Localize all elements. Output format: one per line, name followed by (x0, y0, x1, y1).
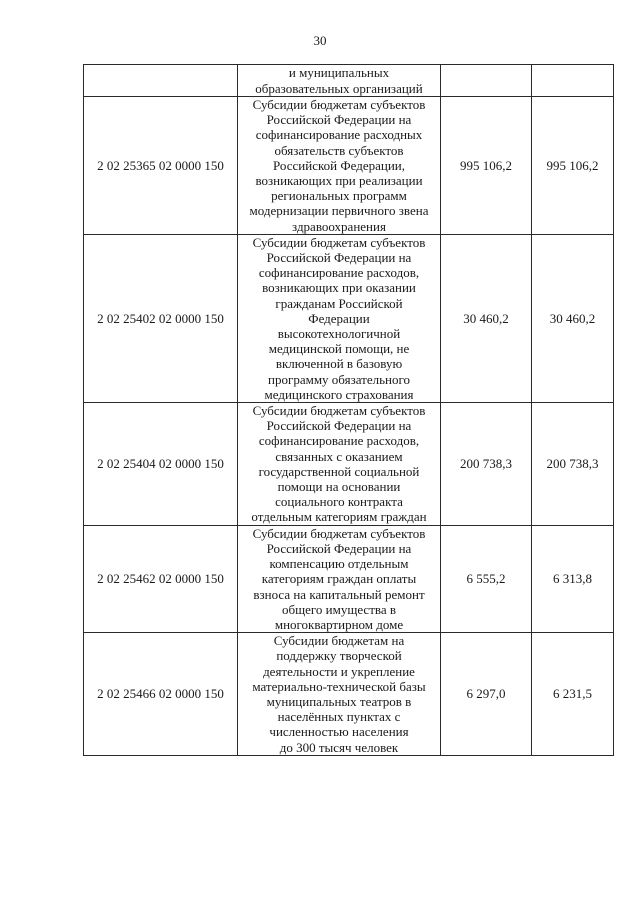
code-cell-empty (84, 65, 238, 97)
name-line: компенсацию отдельным (269, 556, 409, 572)
name-line: программу обязательного (268, 371, 410, 387)
budget-table (83, 64, 614, 756)
name-line: высокотехнологичной (277, 326, 401, 342)
continuation-row (84, 65, 614, 97)
table-row (84, 234, 614, 402)
name-line: государственной социальной (258, 463, 420, 479)
name-line: Российской Федерации, (273, 157, 405, 173)
description-cell (238, 97, 441, 235)
name-line: медицинской помощи, не (268, 341, 410, 357)
name-line: Субсидии бюджетам субъектов (252, 525, 426, 541)
amount-1-cell: 30 460,2 (441, 234, 532, 402)
name-line: взноса на капитальный ремонт (253, 586, 425, 602)
name-line: отдельным категориям граждан (251, 509, 427, 525)
name-line: Федерации (308, 310, 370, 326)
name-line: Российской Федерации на (266, 540, 412, 556)
table-row (84, 633, 614, 756)
value-1-cell-empty (441, 65, 532, 97)
name-line: численностью населения (269, 724, 409, 740)
description-cell (238, 234, 441, 402)
name-line: Российской Федерации на (266, 418, 412, 434)
continuation-name-cell (238, 65, 441, 97)
name-line: и муниципальных (288, 65, 390, 81)
amount-2-cell: 6 231,5 (532, 633, 614, 756)
name-line: Субсидии бюджетам субъектов (252, 234, 426, 250)
name-line: возникающих при оказании (262, 280, 416, 296)
name-line: обязательств субъектов (274, 142, 404, 158)
name-line: здравоохранения (292, 218, 386, 234)
name-line: модернизации первичного звена (249, 203, 429, 219)
name-line: поддержку творческой (276, 648, 402, 664)
name-line: софинансирование расходов, (258, 265, 420, 281)
table-row (84, 403, 614, 526)
name-line: помощи на основании (277, 479, 401, 495)
name-line: Субсидии бюджетам субъектов (252, 403, 426, 419)
description-cell (238, 633, 441, 756)
name-line: медицинского страхования (264, 386, 414, 402)
name-line: общего имущества в (281, 601, 397, 617)
name-line: материально-технической базы (252, 678, 426, 694)
description-cell (238, 403, 441, 526)
description-cell (238, 525, 441, 632)
name-line: населённых пунктах с (277, 709, 401, 725)
amount-1-cell: 6 297,0 (441, 633, 532, 756)
amount-1-cell: 6 555,2 (441, 525, 532, 632)
name-line: категориям граждан оплаты (261, 571, 417, 587)
budget-code-cell: 2 02 25402 02 0000 150 (84, 234, 238, 402)
budget-code-cell: 2 02 25462 02 0000 150 (84, 525, 238, 632)
name-line: до 300 тысяч человек (279, 739, 399, 755)
value-2-cell-empty (532, 65, 614, 97)
budget-code-cell: 2 02 25466 02 0000 150 (84, 633, 238, 756)
name-line: Субсидии бюджетам на (273, 633, 405, 649)
name-line: возникающих при реализации (255, 173, 423, 189)
name-line: Субсидии бюджетам субъектов (252, 97, 426, 112)
name-line: муниципальных театров в (266, 693, 412, 709)
name-line: включенной в базовую (275, 356, 403, 372)
amount-2-cell: 30 460,2 (532, 234, 614, 402)
amount-1-cell: 995 106,2 (441, 97, 532, 235)
name-line: многоквартирном доме (274, 616, 404, 632)
name-line: Российской Федерации на (266, 250, 412, 266)
name-line: связанных с оказанием (275, 448, 403, 464)
name-line: софинансирование расходных (255, 127, 423, 143)
name-line: образовательных организаций (255, 80, 423, 96)
budget-table-body (84, 65, 614, 756)
name-line: региональных программ (271, 188, 407, 204)
amount-1-cell: 200 738,3 (441, 403, 532, 526)
name-line: деятельности и укрепление (263, 663, 415, 679)
budget-code-cell: 2 02 25404 02 0000 150 (84, 403, 238, 526)
table-row (84, 525, 614, 632)
name-line: гражданам Российской (275, 295, 403, 311)
amount-2-cell: 6 313,8 (532, 525, 614, 632)
budget-code-cell: 2 02 25365 02 0000 150 (84, 97, 238, 235)
name-line: софинансирование расходов, (258, 433, 420, 449)
name-line: социального контракта (275, 494, 403, 510)
page-number: 30 (313, 33, 327, 48)
amount-2-cell: 200 738,3 (532, 403, 614, 526)
amount-2-cell: 995 106,2 (532, 97, 614, 235)
name-line: Российской Федерации на (266, 112, 412, 128)
table-row (84, 97, 614, 235)
